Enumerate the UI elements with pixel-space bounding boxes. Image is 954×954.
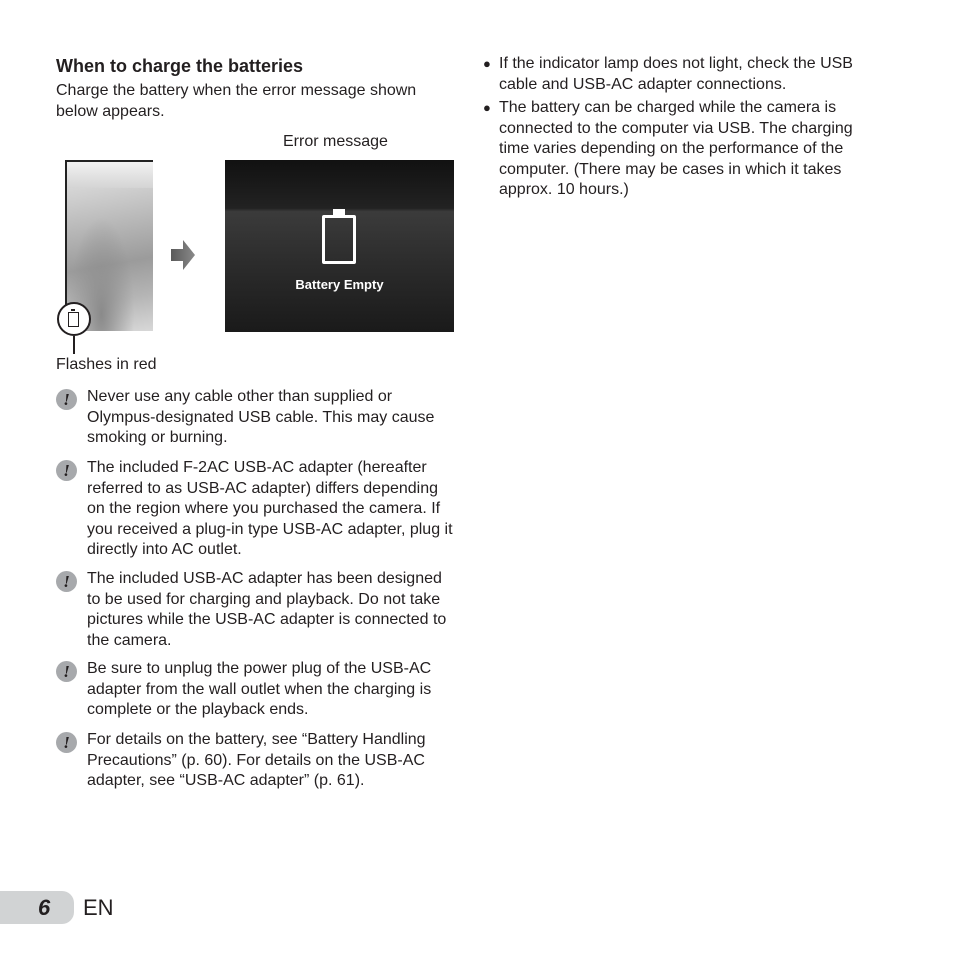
bullet-text: The battery can be charged while the camera is connected to the computer via USB. The charging time varies depending on the performance of the computer. (There may be cases in which it takes approx. 10 hours.) [499, 99, 853, 198]
caution-text: Never use any cable other than supplied or Olympus-designated USB cable. This may cause smoking or burning. [87, 388, 435, 446]
error-message-label: Error message [283, 133, 388, 150]
bullet-text: If the indicator lamp does not light, check the USB cable and USB-AC adapter connections. [499, 55, 853, 93]
caution-icon: ! [56, 661, 77, 682]
language-code: EN [83, 895, 114, 920]
section-intro: Charge the battery when the error message shown below appears. [56, 82, 417, 120]
bullet-icon: ● [483, 56, 491, 71]
bullet-icon: ● [483, 100, 491, 115]
page-number: 6 [38, 895, 51, 920]
flashes-in-red-label: Flashes in red [56, 356, 157, 373]
battery-empty-icon [322, 215, 356, 264]
battery-indicator-icon [57, 302, 91, 336]
caution-text: The included F-2AC USB-AC adapter (hereafter referred to as USB-AC adapter) differs depending on the region where you purchased the camera. If you received a plug-in type USB-AC adapter, plug it directly into AC outlet. [87, 459, 453, 558]
callout-line [73, 336, 75, 354]
caution-text: The included USB-AC adapter has been designed to be used for charging and playback. Do not take pictures while the USB-AC adapter is connected to the camera. [87, 570, 447, 649]
section-heading: When to charge the batteries [56, 56, 304, 76]
caution-text: Be sure to unplug the power plug of the USB-AC adapter from the wall outlet when the charging is complete or the playback ends. [87, 660, 432, 718]
caution-text: For details on the battery, see “Battery Handling Precautions” (p. 60). For details on the USB-AC adapter, see “USB-AC adapter” (p. 61). [87, 731, 426, 789]
right-arrow-icon [171, 240, 195, 270]
caution-icon: ! [56, 571, 77, 592]
error-screen [225, 160, 454, 332]
battery-empty-message: Battery Empty [295, 277, 384, 292]
page-number-tab [0, 891, 74, 924]
caution-icon: ! [56, 389, 77, 410]
caution-icon: ! [56, 460, 77, 481]
caution-icon: ! [56, 732, 77, 753]
